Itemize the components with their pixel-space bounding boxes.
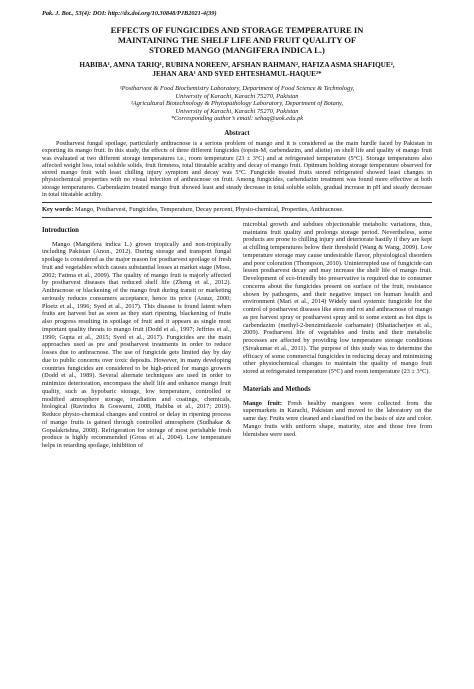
authors-line-1: HABIBA¹, AMNA TARIQ¹, RUBINA NOREEN², AFSHAN RAHMAN², HAFIZA ASMA SHAFIQUE², [79, 61, 395, 69]
keywords-text: Mango, Postharvest, Fungicides, Temperature, Decay percent, Physio-chemical, Properties, Anthracnose. [73, 206, 344, 214]
journal-header: Pak. J. Bot., 53(4): DOI: http://dx.doi.org/10.30848/PJB2021-4(39) [42, 10, 217, 17]
corresponding-author: *Corresponding author’s email: sehaq@uok.edu.pk [170, 115, 304, 123]
title-line-3: STORED MANGO (MANGIFERA INDICA L.) [149, 45, 325, 55]
paper-title [42, 25, 432, 55]
introduction-heading: Introduction [42, 226, 79, 234]
mango-fruit-text: Fresh healthy mangoes were collected from the supermarkets in Karachi, Pakistan and moved to the laboratory on the same day. Fruits were cleaned and classified on the basis of size and color. Mango fruits with uniform shape, maturity, size and those free from blemishes were used. [243, 399, 432, 438]
abstract-heading: Abstract [224, 129, 250, 137]
right-column [243, 221, 432, 439]
divider [42, 217, 432, 218]
introduction-paragraph: Mango (Mangifera indica L.) grown tropically and non-tropically including Pakistan (Anon., 2012). During storage and transport fungal spoilage is considered as the major reason for postharvest spoilage of fresh fruit and vegetables which causes substantial losses at market stage (Moss, 2002; Fatima et al., 2009). The quality of mango fruit is majorly affected by postharvest diseases that reduced shelf life (Zheng et al., 2012). Anthracnose or blackening of the mango fruit during transit or marketing seriously reduces consumers acceptance, hence its price (Arauz, 2000; Ploetz et al., 1996; Syed et al., 2017). This disease is found latent when fruits are harvest but as soon as they start ripening, blackening of fruits also progress resulting in spoilage of fruit and it appears as single most important quality threats to mango fruit (Dodd et al., 1997; Jeffries et al., 1990; Gupta et al., 2015; Syed et al., 2017). Fungicides are the main approaches used as pre and postharvest treatments in order to reduce losses due to anthracnose. The use of fungicide gets limited day by day due to public concerns over toxic deposits. However, in many developing countries fungicides are considered to be high-priced for mango growers (Dodd et al., 1989). Several alternate techniques are used in order to minimize deterioration, encompass the shelf life and enhance mango fruit quality, such as hypobaric storage, low temperature, controlled or modified atmosphere storage, irradiation and coatings, chemicals, biological (Ravindra & Goswami, 2008, Habiba et al., 2017; 2019). Reduce physio-chemical changes and control or delay in ripening process of mango fruits is gained through controlled atmosphere (Sudhakar & Gopalakrishna, 2008). Refrigeration for storage of most perishable fresh produce is highly recommended (Gross et al., 2004). Low temperature helps in retarding spoilage, inhibition of [42, 240, 231, 450]
affiliation-2-line-2: University of Karachi, Karachi 75270, Pakistan [175, 107, 299, 115]
body-columns [42, 221, 432, 450]
methods-heading: Materials and Methods [243, 385, 311, 393]
affiliation-1-line-2: University of Karachi, Karachi 75270, Pakistan [175, 92, 299, 100]
affiliation-2-line-1: ²Agricultural Biotechnology & Phytopathology Laboratory, Department of Botany, [130, 100, 344, 108]
keywords-label: Key words: [42, 206, 74, 214]
mango-fruit-paragraph [243, 400, 432, 439]
divider [42, 202, 432, 203]
authors-line-2: JEHAN ARA¹ AND SYED EHTESHAMUL-HAQUE²* [152, 70, 322, 78]
left-column [42, 221, 231, 450]
title-line-1: EFFECTS OF FUNGICIDES AND STORAGE TEMPERATURE IN [110, 25, 364, 35]
introduction-continued: microbial growth and subdues objectionable metabolic variations, thus, maintains fruit quality and prolongs storage period. Nevertheless, some products are prone to chilling injury and deteriorate hastily if they are kept at chilling temperatures below their threshold (Wang & Wang, 2009). Low temperature storage may cause undesirable flavor, physiological disorders and poor coloration (Thompson, 2010). Uninterrupted use of fungicide can lessen postharvest decay and may increase the shelf life of mango fruit. Development of eco-friendly bio preservative is required due to consumer concerns about the fungicides present on surface of the fruit, resistance shown by pathogens, and their negative impact on human health and environment (Mari et al., 2014) Widely used systemic fungicide for the control of postharvest diseases like stem end rot and anthracnose of mango as pre harvest spray or postharvest spray and to some extent as hot dips is carbendazim (methyl-2-benzimidazole carbamate) (Bhattacherjee et al., 2009). Postharvest life of vegetables and fruits and their metabolic processes are affected by providing low temperature storage conditions (Sivakumar et al., 2011). The purpose of this study was to determine the efficacy of some commercial fungicides in reducing decay and minimizing other physiochemical changes to maintain the quality of mango fruit stored at refrigerated temperature (5°C) and room temperature (23 ± 3°C). [243, 220, 432, 376]
author-list [42, 61, 432, 79]
abstract-text: Postharvest fungal spoilage, particularly anthracnose is a serious problem of mango and it is considered as the main hurdle faced by Pakistan in exporting its mango fruit. In this study, the effects of three different fungicides (topsin-M, carbendazim, and aliette) on shelf life and quality of mango fruit was evaluated at two different storage temperatures i.e., room temperature (23 ± 3°C) and at refrigerated temperature (5°C). Storage temperatures also affected weight loss, total soluble solids, fruit firmness, total titratable acidity and decay of mango fruit. Optimum holding storage temperature observed for stored mango fruit with least chilling injury symptom and decay was 5°C. Fungicide treated fruits stored refrigerated showed least changes in physiochemical properties with no visual infection of anthracnose on fruit. Among fungicides, carbendazim treatment was found more effective at both storage temperatures. Carbendazim treated mango fruit showed least and steady decrease in total soluble solids, gradual increase in pH and steady decrease in total titratable acidity. [42, 139, 432, 199]
title-line-2: MAINTAINING THE SHELF LIFE AND FRUIT QUALITY OF [117, 35, 357, 45]
keywords [42, 206, 432, 214]
mango-fruit-label: Mango fruit: [243, 399, 282, 407]
affiliation-1-line-1: ¹Postharvest & Food Biochemistry Laboratory, Department of Food Science & Technology, [119, 85, 355, 92]
affiliations [42, 85, 432, 123]
